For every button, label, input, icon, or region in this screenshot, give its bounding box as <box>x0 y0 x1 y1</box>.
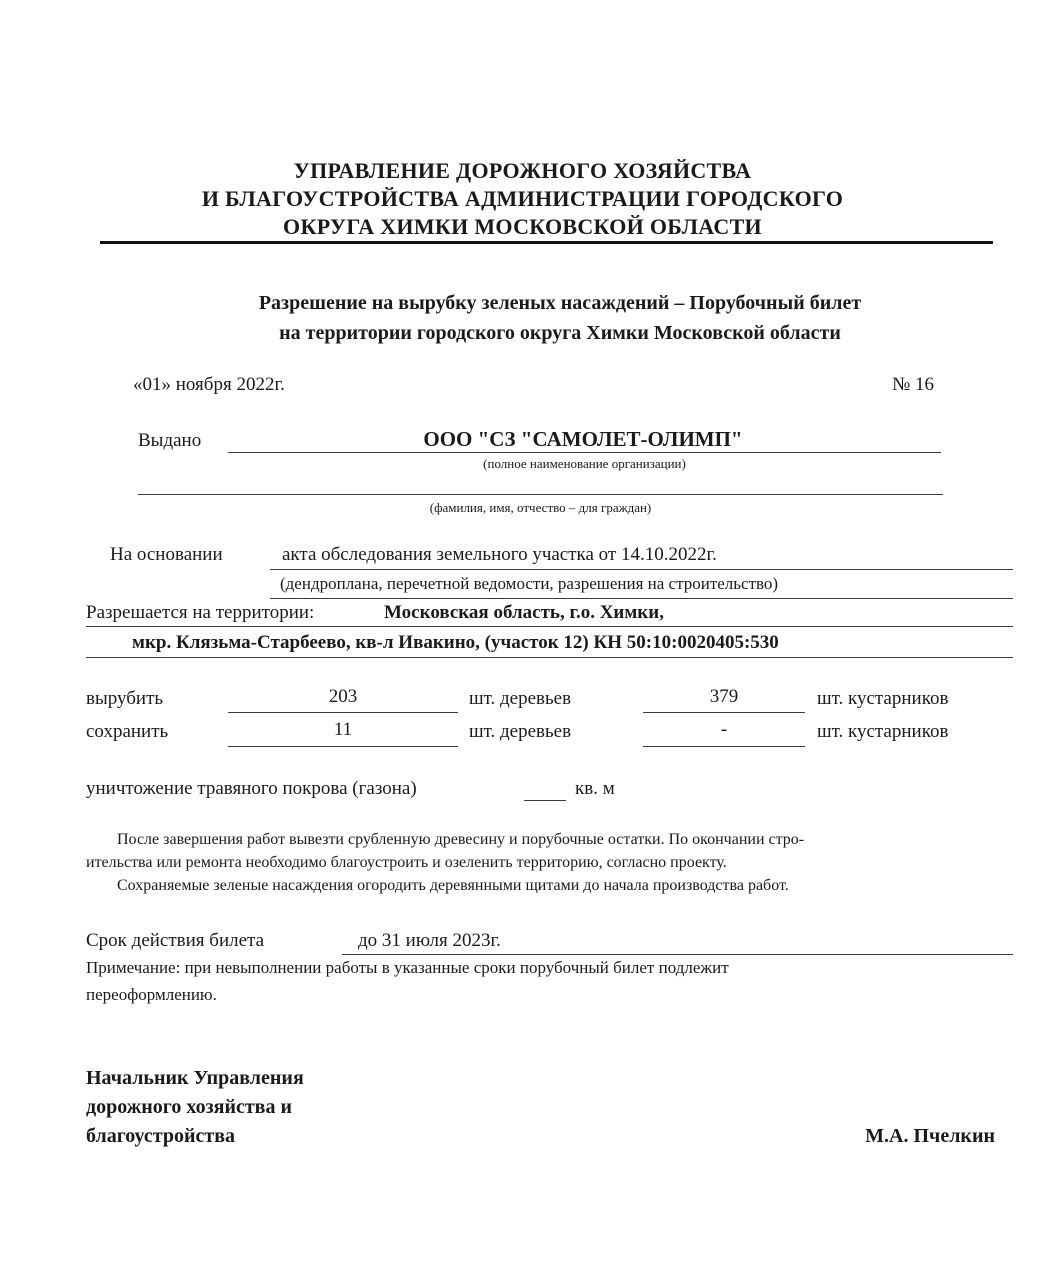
document-title-line-1: Разрешение на вырубку зеленых насаждений – Порубочный билет <box>258 292 862 314</box>
territory-underline-2 <box>86 657 1013 658</box>
validity-value: до 31 июля 2023г. <box>358 930 501 951</box>
keep-shrubs-count: - <box>720 719 728 740</box>
keep-trees-count: 11 <box>333 719 353 740</box>
keep-shrubs-unit: шт. кустарников <box>817 721 949 742</box>
grass-unit: кв. м <box>575 778 615 799</box>
person-hint: (фамилия, имя, отчество – для граждан) <box>429 500 652 515</box>
territory-value-line-1: Московская область, г.о. Химки, <box>384 602 664 623</box>
cut-shrubs-underline <box>643 712 805 713</box>
cut-trees-underline <box>228 712 458 713</box>
keep-label: сохранить <box>86 721 169 742</box>
instructions-line-2: ительства или ремонта необходимо благоустроить и озеленить территорию, согласно проекту. <box>86 854 727 871</box>
keep-trees-unit: шт. деревьев <box>469 721 572 742</box>
header-rule <box>100 241 993 244</box>
territory-label: Разрешается на территории: <box>86 602 315 623</box>
organization-hint: (полное наименование организации) <box>483 456 686 471</box>
issued-underline <box>228 452 941 453</box>
territory-value-line-2: мкр. Клязьма-Старбеево, кв-л Ивакино, (участок 12) КН 50:10:0020405:530 <box>132 632 779 653</box>
instructions-line-3: Сохраняемые зеленые насаждения огородить деревянными щитами до начала производства работ. <box>117 877 789 894</box>
document-title-line-2: на территории городского округа Химки Московской области <box>279 322 841 344</box>
keep-shrubs-underline <box>643 746 805 747</box>
header-line-3: ОКРУГА ХИМКИ МОСКОВСКОЙ ОБЛАСТИ <box>283 214 762 239</box>
signatory-position-line-3: благоустройства <box>86 1125 236 1147</box>
header-line-2: И БЛАГОУСТРОЙСТВА АДМИНИСТРАЦИИ ГОРОДСКОГО <box>201 186 844 211</box>
person-underline <box>138 494 943 495</box>
cut-label: вырубить <box>86 688 164 709</box>
signatory-position-line-1: Начальник Управления <box>86 1067 304 1089</box>
validity-underline <box>342 954 1013 955</box>
cut-shrubs-count: 379 <box>709 686 739 707</box>
ticket-number: № 16 <box>892 374 934 395</box>
grass-area-blank <box>524 800 566 801</box>
territory-underline-1 <box>86 626 1013 627</box>
issued-organization: ООО "СЗ "САМОЛЕТ-ОЛИМП" <box>423 427 743 451</box>
issued-label: Выдано <box>138 430 202 451</box>
header-line-1: УПРАВЛЕНИЕ ДОРОЖНОГО ХОЗЯЙСТВА <box>293 158 752 183</box>
basis-label: На основании <box>110 544 223 565</box>
keep-trees-underline <box>228 746 458 747</box>
instructions-line-1: После завершения работ вывезти срубленную древесину и порубочные остатки. По окончании стро- <box>117 831 805 848</box>
note-line-1: Примечание: при невыполнении работы в указанные сроки порубочный билет подлежит <box>86 958 729 977</box>
grass-label: уничтожение травяного покрова (газона) <box>86 778 417 799</box>
signatory-position-line-2: дорожного хозяйства и <box>86 1096 292 1118</box>
note-line-2: переоформлению. <box>86 985 217 1004</box>
cut-trees-unit: шт. деревьев <box>469 688 572 709</box>
basis-hint-underline <box>270 598 1013 599</box>
signatory-name: М.А. Пчелкин <box>865 1125 995 1147</box>
cut-shrubs-unit: шт. кустарников <box>817 688 949 709</box>
basis-value: акта обследования земельного участка от 14.10.2022г. <box>282 544 717 565</box>
basis-hint: (дендроплана, перечетной ведомости, разрешения на строительство) <box>280 574 779 593</box>
issue-date: «01» ноября 2022г. <box>133 374 285 395</box>
basis-underline <box>270 569 1013 570</box>
validity-label: Срок действия билета <box>86 930 265 951</box>
cut-trees-count: 203 <box>328 686 358 707</box>
